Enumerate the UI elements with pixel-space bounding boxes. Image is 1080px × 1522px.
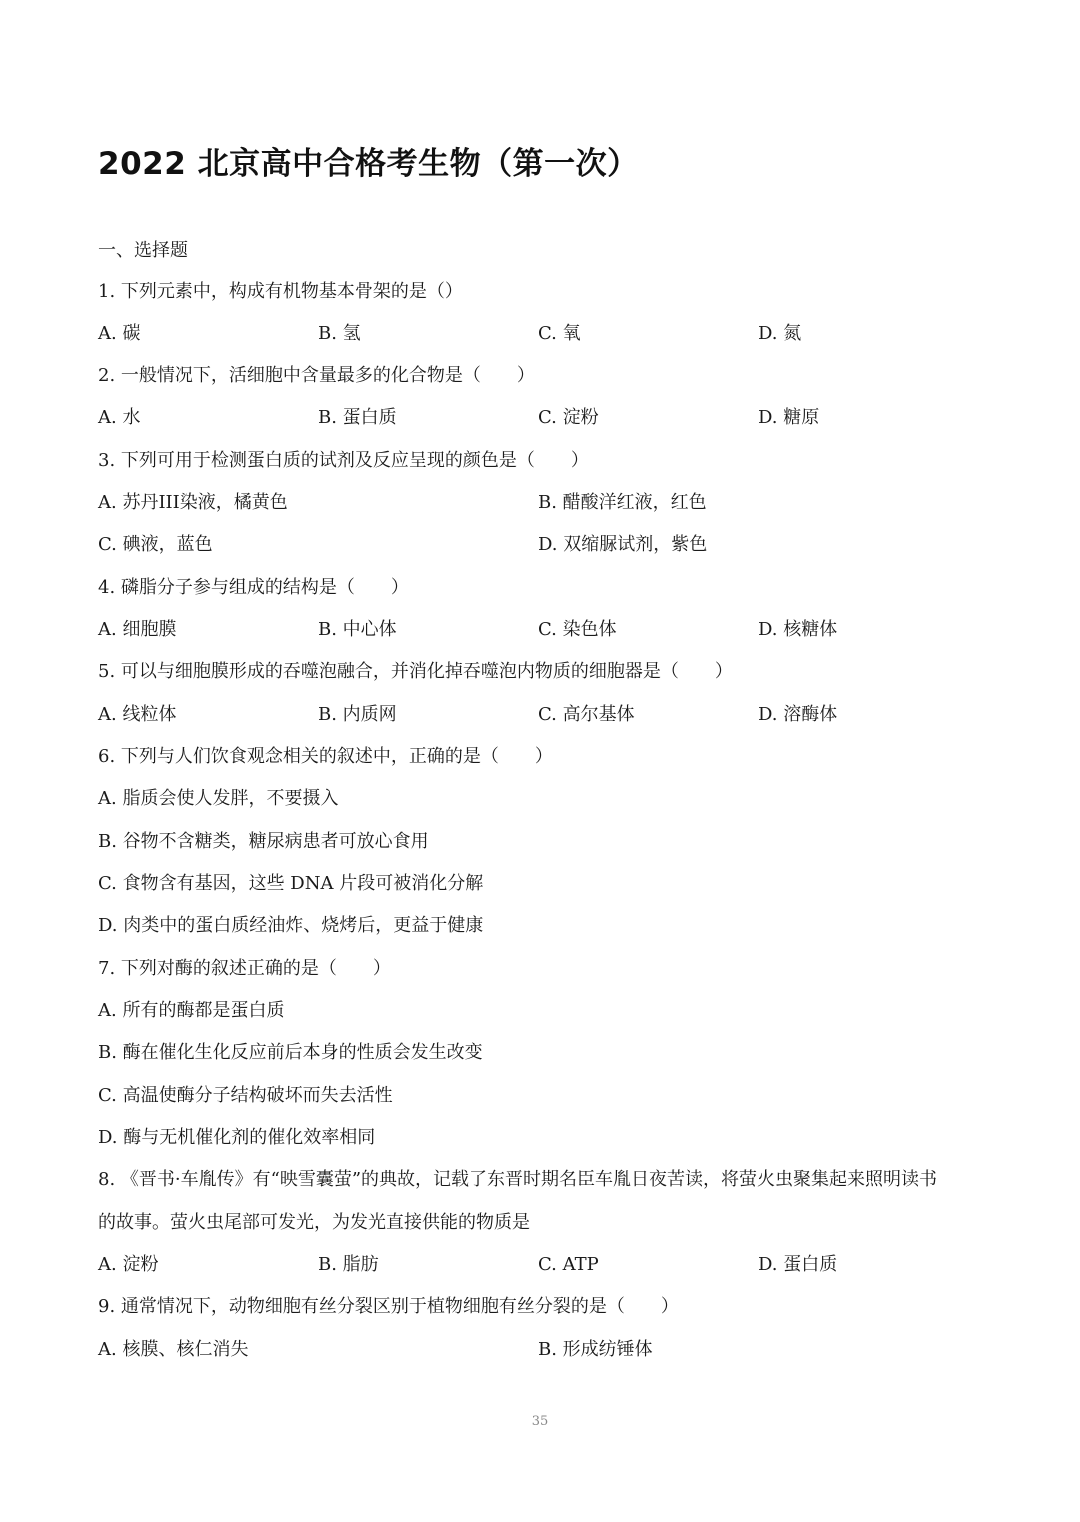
question-7-option-a: A. 所有的酶都是蛋白质 <box>98 1000 285 1021</box>
option-c: C. 淀粉 <box>538 407 599 428</box>
option-b: B. 中心体 <box>318 619 397 640</box>
option-d: D. 溶酶体 <box>758 704 838 725</box>
question-6-option-d: D. 肉类中的蛋白质经油炸、烧烤后，更益于健康 <box>98 915 484 936</box>
option-c: C. 高尔基体 <box>538 704 635 725</box>
option-a: A. 碳 <box>98 323 141 344</box>
option-c: C. 氧 <box>538 323 581 344</box>
option-d: D. 糖原 <box>758 407 820 428</box>
option-a: A. 细胞膜 <box>98 619 177 640</box>
option-d: D. 蛋白质 <box>758 1254 838 1275</box>
page-title: 2022 北京高中合格考生物（第一次） <box>98 146 639 182</box>
question-8-stem-line2: 的故事。萤火虫尾部可发光，为发光直接供能的物质是 <box>98 1212 530 1233</box>
option-c: C. ATP <box>538 1254 599 1275</box>
question-7-option-d: D. 酶与无机催化剂的催化效率相同 <box>98 1127 376 1148</box>
question-6-option-b: B. 谷物不含糖类，糖尿病患者可放心食用 <box>98 831 429 852</box>
option-b: B. 内质网 <box>318 704 397 725</box>
option-d: D. 双缩脲试剂，紫色 <box>538 534 708 555</box>
question-8-stem-line1: 8. 《晋书·车胤传》有“映雪囊萤”的典故，记载了东晋时期名臣车胤日夜苦读，将萤火虫聚集起来照明读书 <box>98 1169 938 1190</box>
page-number: 35 <box>531 1414 549 1429</box>
question-9-stem: 9. 通常情况下，动物细胞有丝分裂区别于植物细胞有丝分裂的是（ ） <box>98 1296 679 1317</box>
question-6-option-c: C. 食物含有基因，这些 DNA 片段可被消化分解 <box>98 873 484 894</box>
option-a: A. 苏丹III染液，橘黄色 <box>98 492 288 513</box>
question-4-stem: 4. 磷脂分子参与组成的结构是（ ） <box>98 577 409 598</box>
option-c: C. 染色体 <box>538 619 617 640</box>
question-1-stem: 1. 下列元素中，构成有机物基本骨架的是（） <box>98 281 463 302</box>
question-6-option-a: A. 脂质会使人发胖，不要摄入 <box>98 788 339 809</box>
question-7-option-c: C. 高温使酶分子结构破坏而失去活性 <box>98 1085 393 1106</box>
question-7-option-b: B. 酶在催化生化反应前后本身的性质会发生改变 <box>98 1042 483 1063</box>
section-heading: 一、选择题 <box>98 240 188 261</box>
option-b: B. 蛋白质 <box>318 407 397 428</box>
option-d: D. 氮 <box>758 323 802 344</box>
question-3-stem: 3. 下列可用于检测蛋白质的试剂及反应呈现的颜色是（ ） <box>98 450 589 471</box>
option-c: C. 碘液，蓝色 <box>98 534 213 555</box>
option-b: B. 脂肪 <box>318 1254 379 1275</box>
option-a: A. 水 <box>98 407 141 428</box>
question-6-stem: 6. 下列与人们饮食观念相关的叙述中，正确的是（ ） <box>98 746 553 767</box>
option-d: D. 核糖体 <box>758 619 838 640</box>
question-2-stem: 2. 一般情况下，活细胞中含量最多的化合物是（ ） <box>98 365 535 386</box>
option-b: B. 氢 <box>318 323 361 344</box>
option-a: A. 淀粉 <box>98 1254 159 1275</box>
option-a: A. 核膜、核仁消失 <box>98 1339 249 1360</box>
option-a: A. 线粒体 <box>98 704 177 725</box>
question-7-stem: 7. 下列对酶的叙述正确的是（ ） <box>98 958 391 979</box>
option-b: B. 形成纺锤体 <box>538 1339 653 1360</box>
option-b: B. 醋酸洋红液，红色 <box>538 492 707 513</box>
question-5-stem: 5. 可以与细胞膜形成的吞噬泡融合，并消化掉吞噬泡内物质的细胞器是（ ） <box>98 661 733 682</box>
